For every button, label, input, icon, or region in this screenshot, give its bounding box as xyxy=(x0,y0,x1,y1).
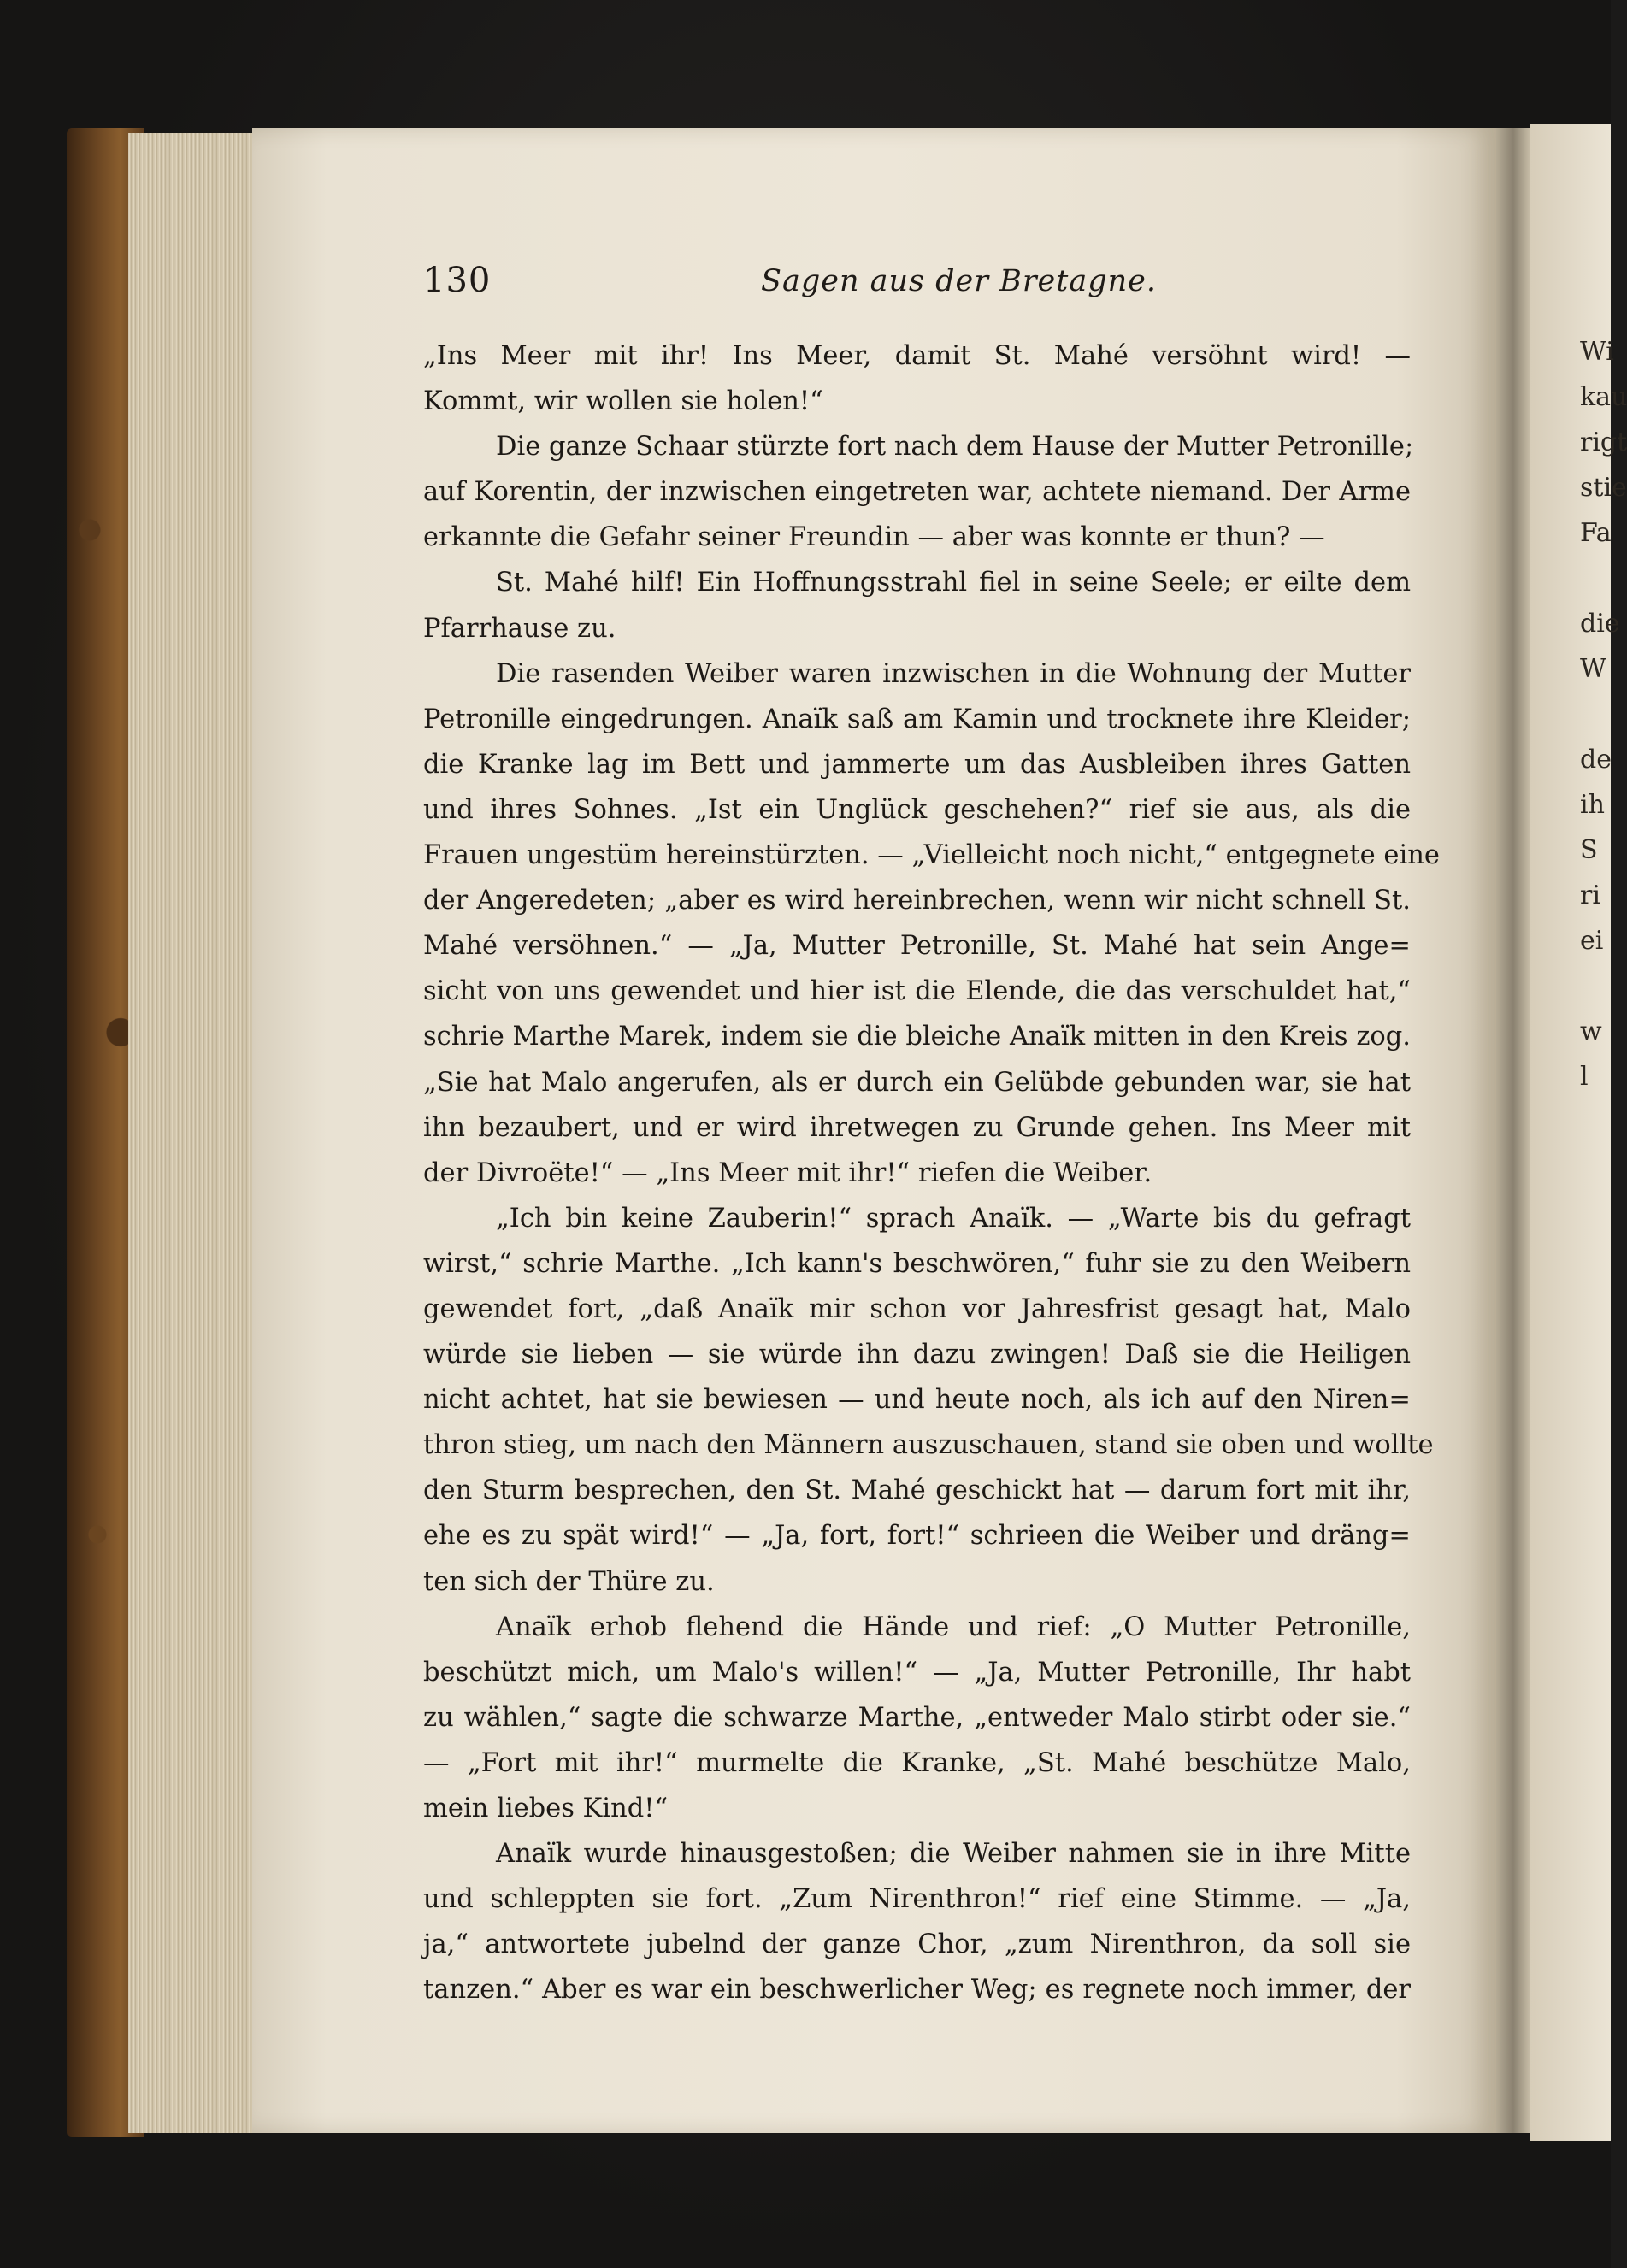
page-header xyxy=(423,261,1406,312)
text-line: sicht von uns gewendet und hier ist die Elende, die das verschuldet hat,“ xyxy=(423,976,1411,1007)
text-line: erkannte die Gefahr seiner Freundin — aber was konnte er thun? — xyxy=(423,522,1325,553)
text-line: Petronille eingedrungen. Anaïk saß am Kamin und trocknete ihre Kleider; xyxy=(423,704,1411,734)
text-line: Frauen ungestüm hereinstürzten. — „Vielleicht noch nicht,“ entgegnete eine xyxy=(423,840,1440,871)
text-line: die Kranke lag im Bett und jammerte um das Ausbleiben ihres Gatten xyxy=(423,749,1411,780)
text-line: Kommt, wir wollen sie holen!“ xyxy=(423,386,823,417)
text-line: beschützt mich, um Malo's willen!“ — „Ja, Mutter Petronille, Ihr habt xyxy=(423,1657,1411,1688)
text-line: „Sie hat Malo angerufen, als er durch ein Gelübde gebunden war, sie hat xyxy=(423,1067,1411,1098)
text-line: thron stieg, um nach den Männern auszuschauen, stand sie oben und wollte xyxy=(423,1430,1434,1461)
text-line: Mahé versöhnen.“ — „Ja, Mutter Petronille, St. Mahé hat sein Ange= xyxy=(423,931,1411,962)
book-gutter xyxy=(1496,128,1530,2133)
text-line: der Angeredeten; „aber es wird hereinbrechen, wenn wir nicht schnell St. xyxy=(423,886,1411,916)
text-line: der Divroëte!“ — „Ins Meer mit ihr!“ riefen die Weiber. xyxy=(423,1158,1152,1188)
page-number: 130 xyxy=(423,261,492,300)
text-line: gewendet fort, „daß Anaïk mir schon vor Jahresfrist gesagt hat, Malo xyxy=(423,1293,1411,1324)
text-line: und ihres Sohnes. „Ist ein Unglück geschehen?“ rief sie aus, als die xyxy=(423,794,1411,825)
text-line: mein liebes Kind!“ xyxy=(423,1794,669,1823)
text-line: — „Fort mit ihr!“ murmelte die Kranke, „St. Mahé beschütze Malo, xyxy=(423,1747,1411,1778)
text-line: würde sie lieben — sie würde ihn dazu zwingen! Daß sie die Heiligen xyxy=(423,1340,1411,1370)
facing-page-text-fragments: Wi kau rigt stie Fa die W de ih S ri ei w l xyxy=(1580,337,1627,1092)
text-line: nicht achtet, hat sie bewiesen — und heute noch, als ich auf den Niren= xyxy=(423,1385,1411,1416)
text-line: ten sich der Thüre zu. xyxy=(423,1566,715,1597)
body-text xyxy=(423,333,1440,2012)
text-line: zu wählen,“ sagte die schwarze Marthe, „entweder Malo stirbt oder sie.“ xyxy=(423,1702,1411,1733)
text-line: schrie Marthe Marek, indem sie die bleiche Anaïk mitten in den Kreis zog. xyxy=(423,1022,1411,1052)
text-line: „Ins Meer mit ihr! Ins Meer, damit St. Mahé versöhnt wird! — xyxy=(423,341,1411,371)
text-line: ja,“ antwortete jubelnd der ganze Chor, „zum Nirenthron, da soll sie xyxy=(423,1929,1411,1960)
text-line: St. Mahé hilf! Ein Hoffnungsstrahl fiel in seine Seele; er eilte dem xyxy=(496,568,1411,598)
text-line: ehe es zu spät wird!“ — „Ja, fort, fort!“ schrieen die Weiber und dräng= xyxy=(423,1521,1411,1552)
text-line: und schleppten sie fort. „Zum Nirenthron!“ rief eine Stimme. — „Ja, xyxy=(423,1884,1411,1915)
text-line: ihn bezaubert, und er wird ihretwegen zu Grunde gehen. Ins Meer mit xyxy=(423,1112,1411,1143)
text-line: tanzen.“ Aber es war ein beschwerlicher Weg; es regnete noch immer, der xyxy=(423,1975,1411,2006)
text-line: den Sturm besprechen, den St. Mahé geschickt hat — darum fort mit ihr, xyxy=(423,1476,1411,1506)
text-line: Die ganze Schaar stürzte fort nach dem Hause der Mutter Petronille; xyxy=(496,432,1414,462)
text-line: Anaïk wurde hinausgestoßen; die Weiber nahmen sie in ihre Mitte xyxy=(496,1839,1411,1870)
text-line: Anaïk erhob flehend die Hände und rief: „O Mutter Petronille, xyxy=(496,1611,1411,1642)
text-line: wirst,“ schrie Marthe. „Ich kann's beschwören,“ fuhr sie zu den Weibern xyxy=(423,1248,1411,1279)
text-line: Die rasenden Weiber waren inzwischen in die Wohnung der Mutter xyxy=(496,658,1411,689)
text-line: Pfarrhause zu. xyxy=(423,613,616,644)
text-line: auf Korentin, der inzwischen eingetreten war, achtete niemand. Der Arme xyxy=(423,477,1411,508)
running-title: Sagen aus der Bretagne. xyxy=(761,264,1157,298)
text-line: „Ich bin keine Zauberin!“ sprach Anaïk. — „Warte bis du gefragt xyxy=(496,1203,1411,1234)
page-edges xyxy=(128,133,256,2133)
